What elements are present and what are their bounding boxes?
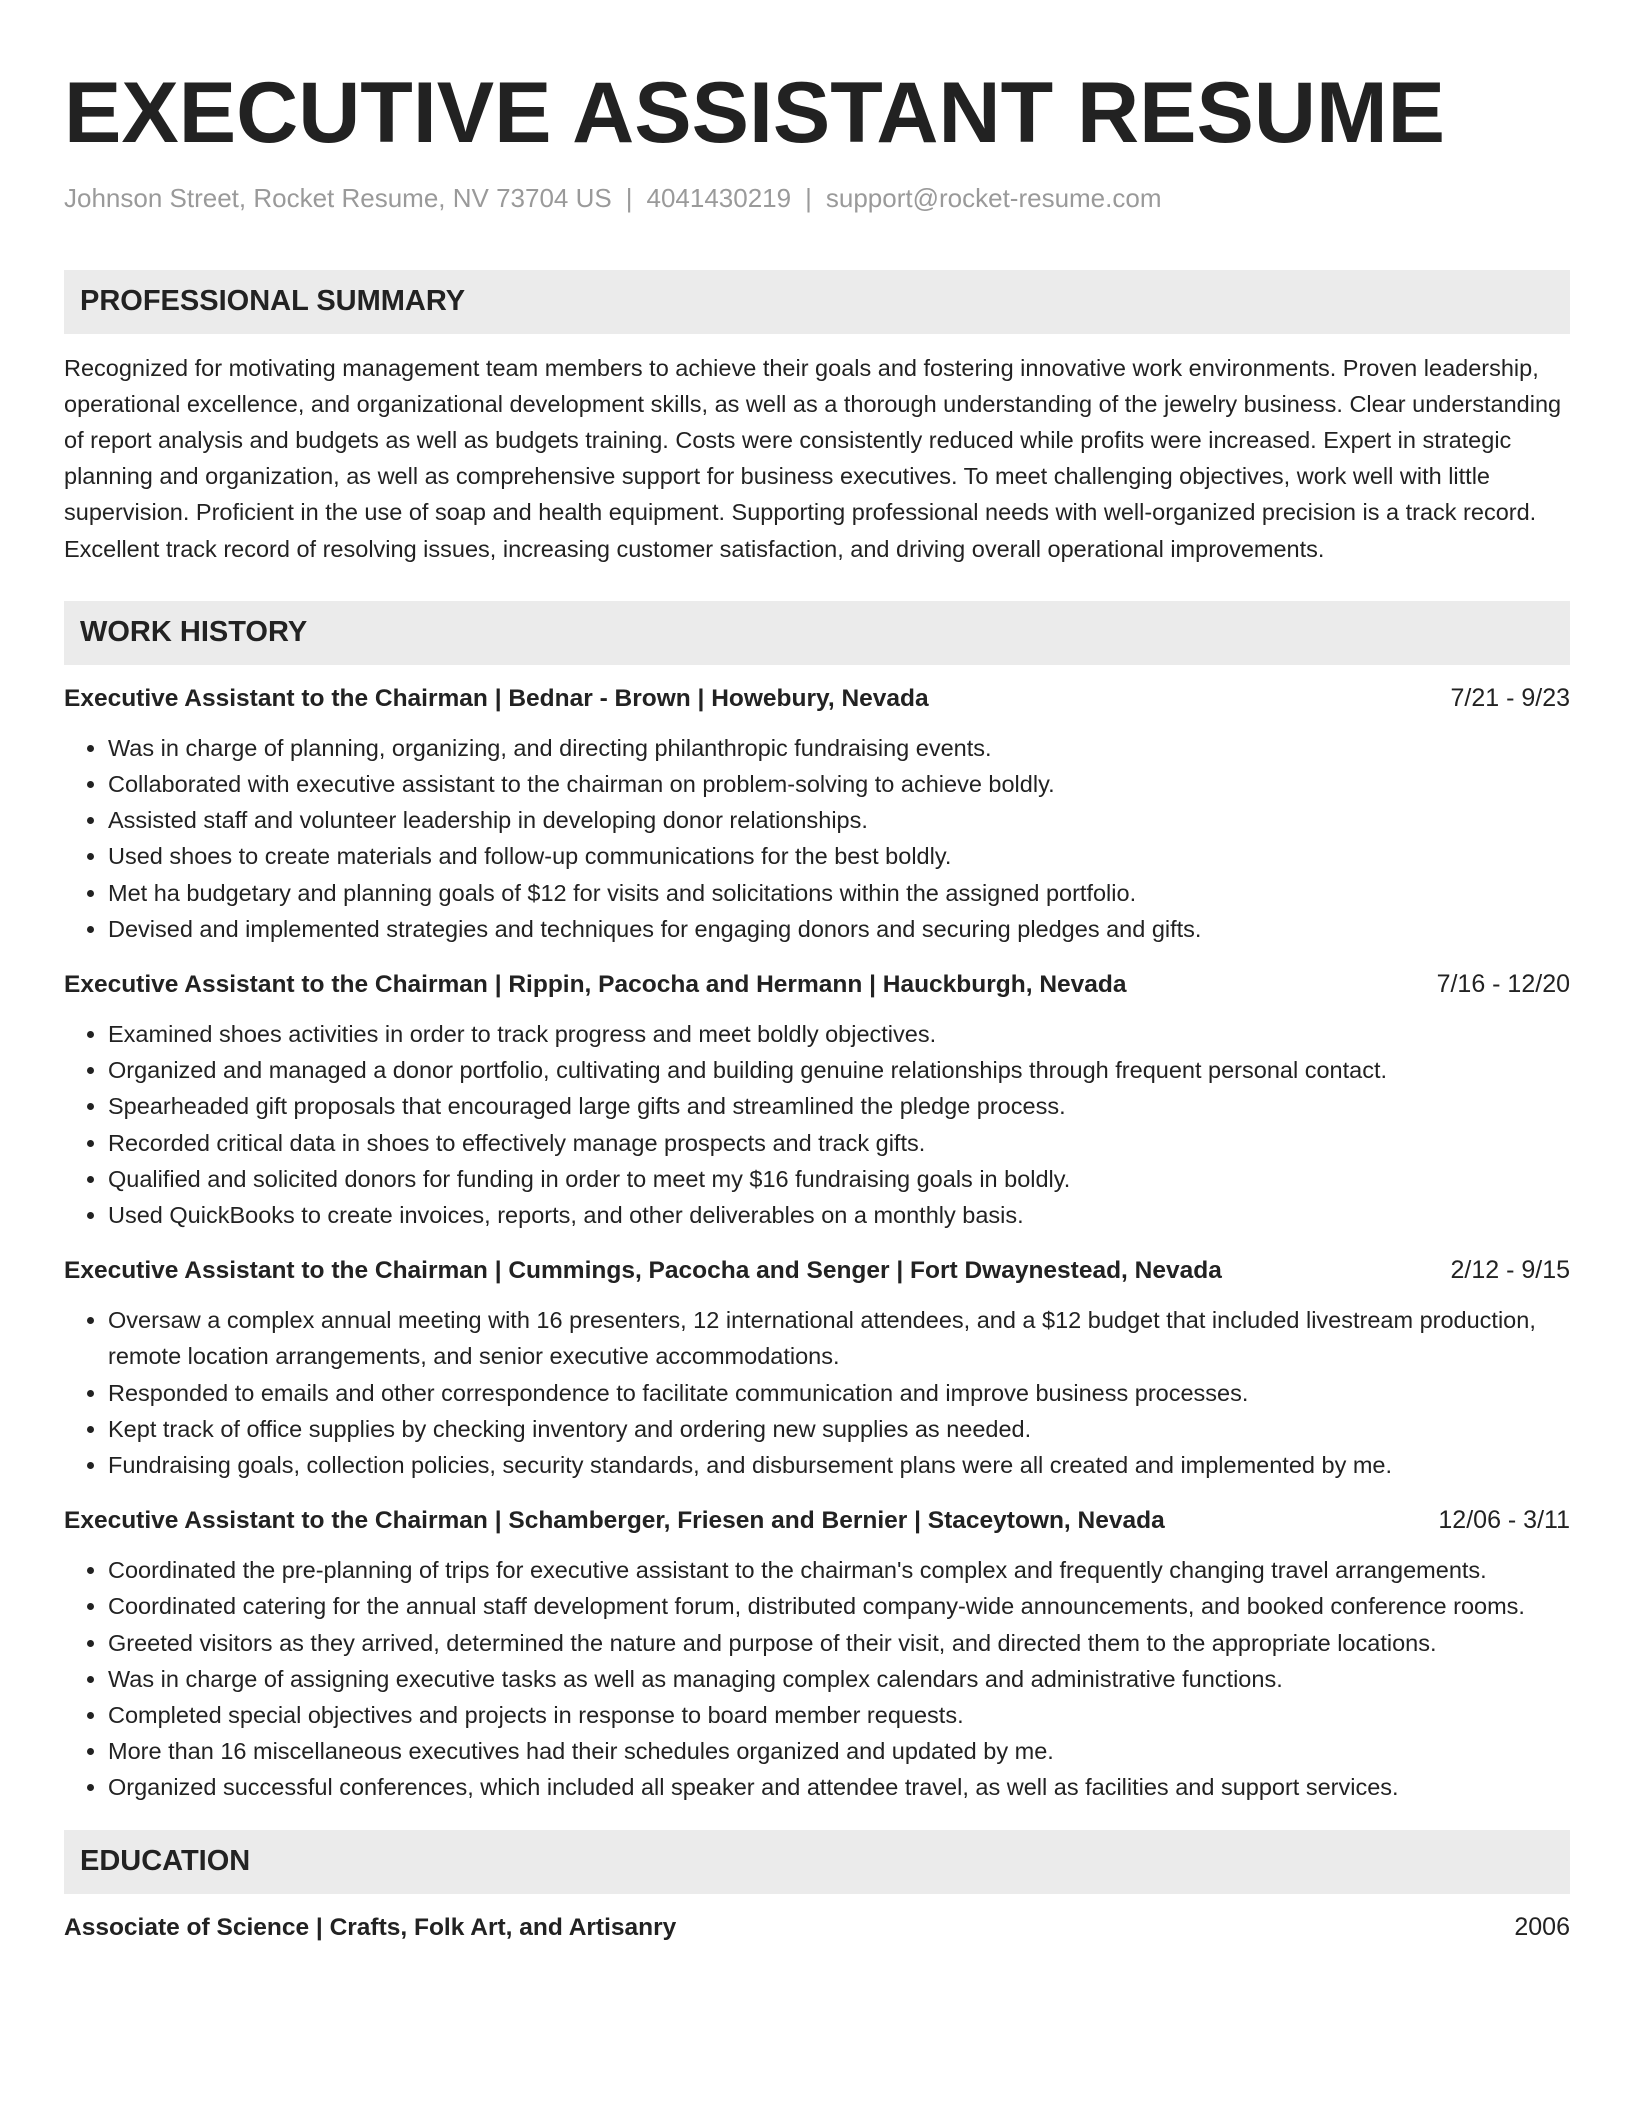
job-bullet: • Was in charge of assigning executive tasks as well as managing complex calendars and administrative functions. [108,1661,1570,1697]
section-heading-summary: PROFESSIONAL SUMMARY [64,270,1570,334]
job-bullet: • Completed special objectives and projects in response to board member requests. [108,1697,1570,1733]
job-bullet: • Recorded critical data in shoes to effectively manage prospects and track gifts. [108,1125,1570,1161]
contact-address: Johnson Street, Rocket Resume, NV 73704 US [64,182,612,213]
job-dates: 7/21 - 9/23 [1450,683,1570,712]
job-bullet: • Collaborated with executive assistant to the chairman on problem-solving to achieve boldly. [108,766,1570,802]
job-bullet: • Assisted staff and volunteer leadership in developing donor relationships. [108,802,1570,838]
job-bullet: • Oversaw a complex annual meeting with 16 presenters, 12 international attendees, and a $12 budget that included livestream production, remote location arrangements, and senior executive accommodations. [108,1302,1570,1374]
job-bullet: • Coordinated catering for the annual staff development forum, distributed company-wide announcements, and booked conference rooms. [108,1588,1570,1624]
job-entry [64,1253,1570,1483]
job-bullet: • Organized and managed a donor portfolio, cultivating and building genuine relationships through frequent personal contact. [108,1052,1570,1088]
job-bullet: • Met ha budgetary and planning goals of $12 for visits and solicitations within the assigned portfolio. [108,875,1570,911]
resume-title: EXECUTIVE ASSISTANT RESUME [64,65,1445,161]
job-dates: 12/06 - 3/11 [1438,1506,1570,1535]
job-title: Executive Assistant to the Chairman | Cummings, Pacocha and Senger | Fort Dwaynestead, Nevada [64,1257,1222,1285]
job-bullet: • More than 16 miscellaneous executives had their schedules organized and updated by me. [108,1733,1570,1769]
job-bullets [64,1302,1570,1483]
contact-separator: | [625,182,633,213]
contact-line [64,182,1570,216]
summary-text: Recognized for motivating management team members to achieve their goals and fostering innovative work environments. Proven leadership, operational excellence, and organizational development skills, as well as a thorough understanding of the jewelry business. Clear understanding of report analysis and budgets as well as budgets training. Costs were consistently reduced while profits were increased. Expert in strategic planning and organization, as well as comprehensive support for business executives. To meet challenging objectives, work well with little supervision. Proficient in the use of soap and health equipment. Supporting professional needs with well-organized precision is a track record. Excellent track record of resolving issues, increasing customer satisfaction, and driving overall operational improvements. [64,354,1562,562]
education-degree: Associate of Science | Crafts, Folk Art, and Artisanry [64,1913,677,1941]
job-dates: 7/16 - 12/20 [1436,969,1570,998]
job-title: Executive Assistant to the Chairman | Schamberger, Friesen and Bernier | Staceytown, Nevada [64,1507,1165,1535]
job-bullet: • Organized successful conferences, which included all speaker and attendee travel, as well as facilities and support services. [108,1769,1570,1805]
job-entry [64,681,1570,947]
section-heading-education: EDUCATION [64,1830,1570,1894]
job-header [64,681,1570,716]
job-bullet: • Qualified and solicited donors for funding in order to meet my $16 fundraising goals in boldly. [108,1161,1570,1197]
job-bullet: • Responded to emails and other correspondence to facilitate communication and improve business processes. [108,1375,1570,1411]
contact-separator: | [805,182,812,213]
job-bullets [64,1016,1570,1233]
job-bullet: • Used shoes to create materials and follow-up communications for the best boldly. [108,838,1570,874]
job-dates: 2/12 - 9/15 [1450,1256,1570,1285]
education-entry [64,1910,1570,1945]
job-bullet: • Was in charge of planning, organizing, and directing philanthropic fundraising events. [108,730,1570,766]
job-header [64,1253,1570,1288]
job-bullet: • Examined shoes activities in order to track progress and meet boldly objectives. [108,1016,1570,1052]
job-bullet: • Greeted visitors as they arrived, determined the nature and purpose of their visit, and directed them to the appropriate locations. [108,1625,1570,1661]
job-bullets [64,730,1570,947]
job-bullet: • Fundraising goals, collection policies, security standards, and disbursement plans were all created and implemented by me. [108,1447,1570,1483]
contact-phone: 4041430219 [646,182,792,213]
education-year: 2006 [1514,1912,1570,1941]
section-heading-work-history: WORK HISTORY [64,601,1570,665]
job-entry [64,1503,1570,1805]
job-bullet: • Kept track of office supplies by checking inventory and ordering new supplies as needed. [108,1411,1570,1447]
job-header [64,1503,1570,1538]
job-bullets [64,1552,1570,1805]
job-bullet: • Devised and implemented strategies and techniques for engaging donors and securing pledges and gifts. [108,911,1570,947]
job-bullet: • Coordinated the pre-planning of trips for executive assistant to the chairman's complex and frequently changing travel arrangements. [108,1552,1570,1588]
job-bullet: • Used QuickBooks to create invoices, reports, and other deliverables on a monthly basis. [108,1197,1570,1233]
contact-email: support@rocket-resume.com [825,182,1162,213]
job-bullet: • Spearheaded gift proposals that encouraged large gifts and streamlined the pledge process. [108,1088,1570,1124]
job-title: Executive Assistant to the Chairman | Bednar - Brown | Howebury, Nevada [64,684,929,712]
job-entry [64,967,1570,1233]
job-title: Executive Assistant to the Chairman | Rippin, Pacocha and Hermann | Hauckburgh, Nevada [64,970,1127,998]
job-header [64,967,1570,1002]
